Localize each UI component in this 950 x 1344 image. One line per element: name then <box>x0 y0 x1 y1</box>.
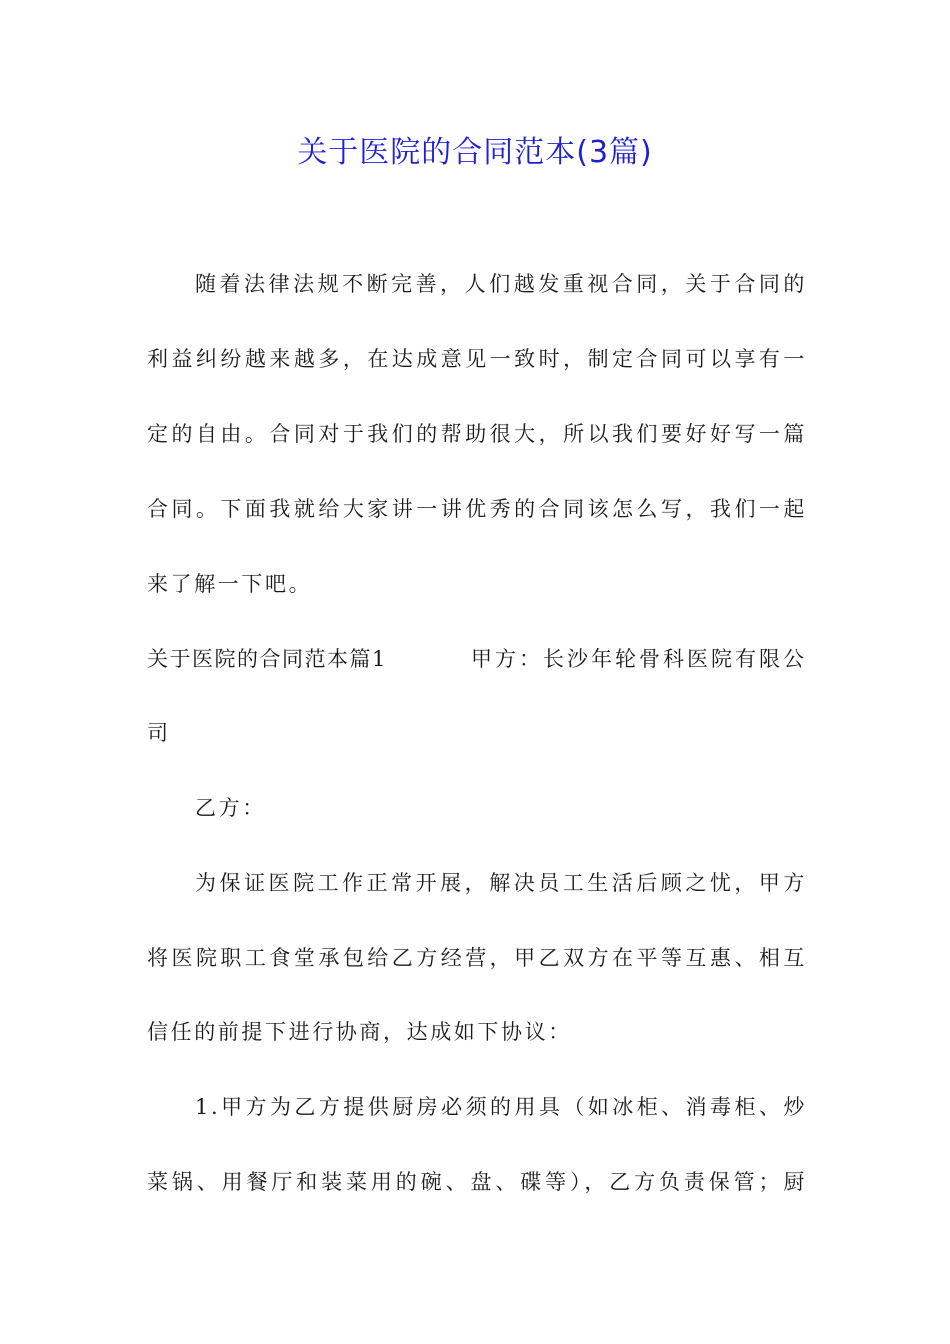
intro-line-3: 定的自由。合同对于我们的帮助很大，所以我们要好好写一篇 <box>147 422 807 446</box>
party-a-line-1: 甲方：长沙年轮骨科医院有限公 <box>471 647 807 671</box>
item1-line-1: 1.甲方为乙方提供厨房必须的用具（如冰柜、消毒柜、炒 <box>195 1095 807 1119</box>
intro-line-4: 合同。下面我就给大家讲一讲优秀的合同该怎么写，我们一起 <box>147 497 807 521</box>
intro-line-1: 随着法律法规不断完善，人们越发重视合同，关于合同的 <box>195 272 807 296</box>
intro-line-5: 来了解一下吧。 <box>147 572 313 596</box>
para1-line-1: 为保证医院工作正常开展，解决员工生活后顾之忧，甲方 <box>195 871 807 895</box>
para1-line-2: 将医院职工食堂承包给乙方经营，甲乙双方在平等互惠、相互 <box>147 946 807 970</box>
item1-line-2: 菜锅、用餐厅和装菜用的碗、盘、碟等），乙方负责保管；厨 <box>147 1170 807 1194</box>
section-heading-row <box>147 639 807 679</box>
party-a-line-2: 司 <box>147 721 171 745</box>
intro-line-2: 利益纠纷越来越多，在达成意见一致时，制定合同可以享有一 <box>147 347 807 371</box>
party-b-line: 乙方： <box>195 796 266 820</box>
section-heading: 关于医院的合同范本篇1 <box>147 647 387 671</box>
document-title: 关于医院的合同范本(3篇) <box>297 135 653 170</box>
para1-line-3: 信任的前提下进行协商，达成如下协议： <box>147 1020 572 1044</box>
